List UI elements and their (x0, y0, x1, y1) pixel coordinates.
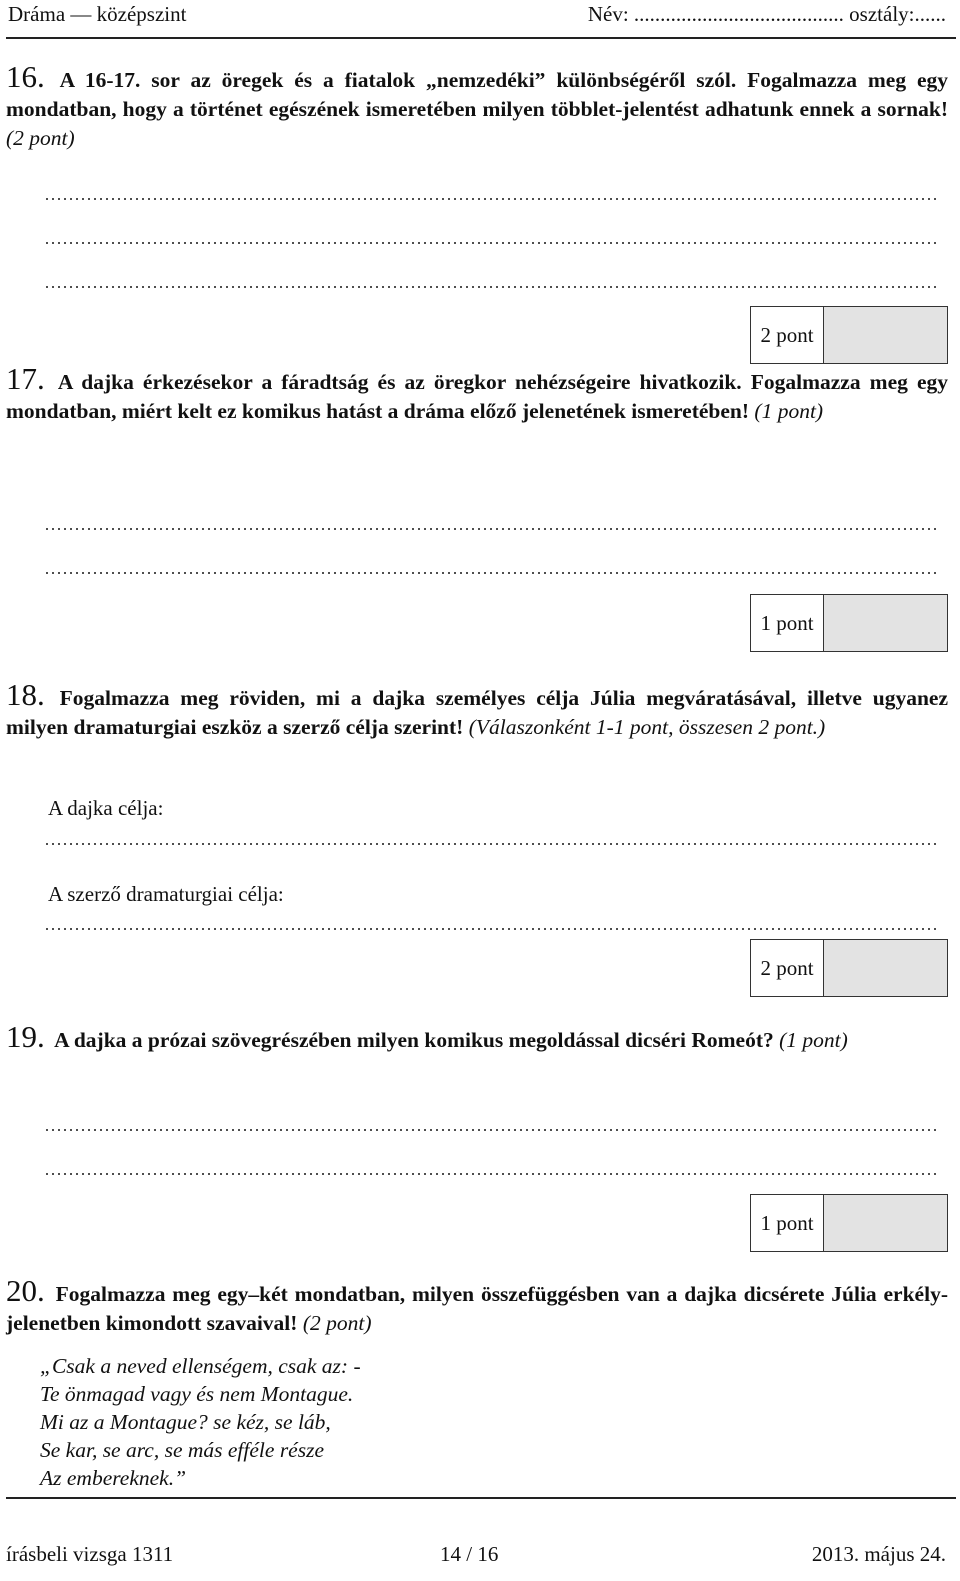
question-text: Fogalmazza meg egy–két mondatban, milyen összefüggésben van a dajka dicsérete Júlia erkély-jelenetben kimondott szavaival! (6, 1282, 948, 1335)
question-text: A dajka a prózai szövegrészében milyen komikus megoldással dicséri Romeót? (54, 1028, 774, 1052)
question-text: A 16-17. sor az öregek és a fiatalok „nemzedéki” különbségéről szól. Fogalmazza meg egy mondatban, hogy a történet egészének ismeretében milyen többlet-jelentést adhatunk ennek a sornak! (6, 68, 948, 121)
quote-line: Az embereknek.” (40, 1466, 187, 1490)
question-number: 17. (6, 361, 45, 396)
answer-line[interactable] (44, 841, 936, 847)
score-label: 1 pont (751, 1195, 824, 1251)
question-20 (6, 1273, 948, 1338)
answer-line[interactable] (44, 240, 936, 246)
quote-line: „Csak a neved ellenségem, csak az: - (40, 1354, 361, 1378)
score-box (750, 939, 948, 997)
question-points-note: (1 pont) (779, 1028, 848, 1052)
quote-line: Mi az a Montague? se kéz, se láb, (40, 1410, 331, 1434)
score-cell[interactable] (824, 307, 947, 363)
footer-exam-code: írásbeli vizsga 1311 (6, 1542, 174, 1566)
answer-line[interactable] (44, 284, 936, 290)
question-19 (6, 1019, 948, 1055)
question-17 (6, 361, 949, 426)
question-points-note: (2 pont) (6, 126, 75, 150)
question-number: 19. (6, 1019, 45, 1054)
question-18 (6, 677, 949, 742)
header-subject: Dráma — középszint (8, 2, 187, 26)
header-name-class-field: Név: ........................................ osztály:...... (587, 2, 946, 26)
quote-line: Se kar, se arc, se más efféle része (40, 1438, 325, 1462)
question-number: 20. (6, 1273, 45, 1308)
footer-date: 2013. május 24. (811, 1542, 946, 1566)
question-text: A dajka érkezésekor a fáradtság és az öregkor nehézségeire hivatkozik. Fogalmazza meg egy mondatban, miért kelt ez komikus hatást a dráma előző jelenetének ismeretében! (6, 370, 949, 423)
question-16 (6, 59, 948, 153)
question-number: 18. (6, 677, 45, 712)
question-points-note: (1 pont) (754, 399, 824, 423)
question-text: Fogalmazza meg röviden, mi a dajka személyes célja Júlia megváratásával, illetve ugyanez milyen dramaturgiai eszköz a szerző célja szerint! (6, 686, 949, 739)
answer-line[interactable] (44, 196, 936, 202)
question-points-note: (2 pont) (302, 1311, 372, 1335)
score-label: 2 pont (751, 940, 824, 996)
quote-line: Te önmagad vagy és nem Montague. (40, 1382, 354, 1406)
header-rule (6, 37, 956, 39)
score-label: 2 pont (751, 307, 824, 363)
score-cell[interactable] (824, 595, 947, 651)
footer-page-number: 14 / 16 (440, 1542, 499, 1566)
question-points-note: (Válaszonként 1-1 pont, összesen 2 pont.) (468, 715, 826, 739)
answer-line[interactable] (44, 526, 936, 532)
answer-line[interactable] (44, 570, 936, 576)
footer-rule (6, 1497, 956, 1499)
answer-line[interactable] (44, 1171, 936, 1177)
answer-line[interactable] (44, 1127, 936, 1133)
score-label: 1 pont (751, 595, 824, 651)
quoted-passage (40, 1352, 361, 1492)
score-cell[interactable] (824, 1195, 947, 1251)
sub-answer-label: A dajka célja: (48, 796, 164, 820)
question-number: 16. (6, 59, 45, 94)
score-cell[interactable] (824, 940, 947, 996)
answer-line[interactable] (44, 926, 936, 932)
sub-answer-label: A szerző dramaturgiai célja: (48, 882, 284, 906)
score-box (750, 306, 948, 364)
score-box (750, 594, 948, 652)
score-box (750, 1194, 948, 1252)
